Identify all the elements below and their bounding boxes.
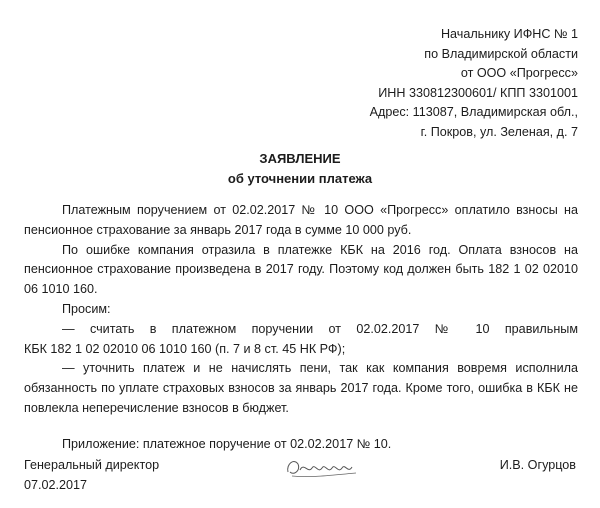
addressee-line: Адрес: 113087, Владимирская обл., <box>369 105 578 120</box>
request-item-1-line-1: — считать в платежном поручении от 02.02.2017 № 10 правильным <box>62 321 578 336</box>
addressee-line: по Владимирской области <box>424 46 578 61</box>
addressee-line: ИНН 330812300601/ КПП 3301001 <box>378 85 578 100</box>
signer-position: Генеральный директор <box>24 458 160 472</box>
document-title: ЗАЯВЛЕНИЕ <box>259 151 341 166</box>
document-subtitle: об уточнении платежа <box>227 171 373 186</box>
request-heading: Просим: <box>62 301 111 316</box>
addressee-line: от ООО «Прогресс» <box>460 66 578 81</box>
addressee-line: Начальнику ИФНС № 1 <box>440 27 578 41</box>
document-body <box>24 201 578 455</box>
request-item-1-line-2: КБК 182 1 02 02010 06 1010 160 (п. 7 и 8 ст. 45 НК РФ); <box>24 341 346 356</box>
attachment-line: Приложение: платежное поручение от 02.02.2017 № 10. <box>62 436 392 451</box>
signer-name: И.В. Огурцов <box>499 458 576 472</box>
paragraph-payment: Платежным поручением от 02.02.2017 № 10 ООО «Прогресс» оплатило взносы на пенсионное страхование за январь 2017 года в сумме 10 000 руб. <box>24 203 578 237</box>
paragraph-error: По ошибке компания отразила в платежке КБК на 2016 год. Оплата взносов на пенсионное страхование произведена в 2017 году. Поэтому код должен быть 182 1 02 02010 06 1010 160. <box>24 242 578 297</box>
addressee-line: г. Покров, ул. Зеленая, д. 7 <box>420 124 578 139</box>
request-item-2: — уточнить платеж и не начислять пени, так как компания вовремя исполнила обязанность по уплате страховых взносов за январь 2017 года. Кроме того, ошибка в КБК не повлекла неперечисление взносов в бюджет. <box>24 361 578 415</box>
signer-block <box>24 456 159 495</box>
addressee-block <box>370 25 578 143</box>
document-date: 07.02.2017 <box>24 477 88 492</box>
handwritten-signature <box>282 448 362 484</box>
